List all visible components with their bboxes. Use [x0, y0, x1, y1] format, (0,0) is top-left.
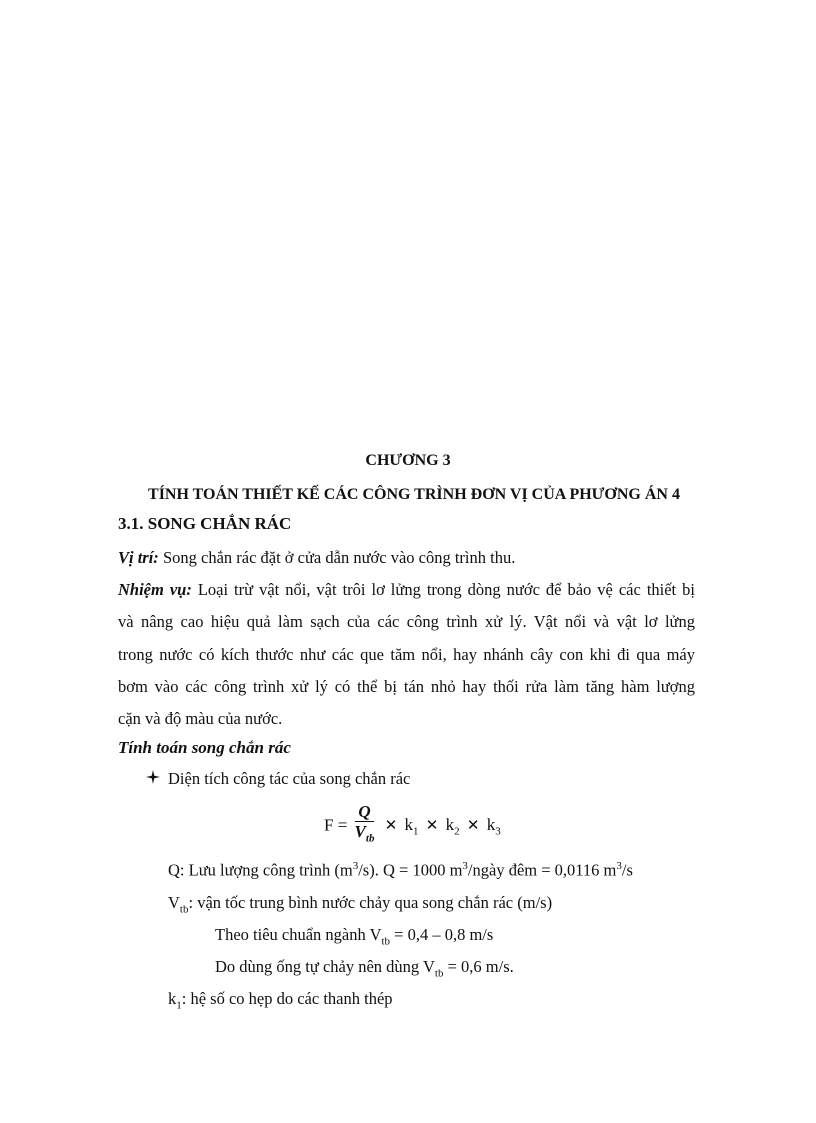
v-subscript: tb: [179, 903, 189, 916]
formula-denominator: [355, 822, 375, 848]
times-icon-2: ✕: [425, 815, 439, 834]
q-sup-1: 3: [352, 860, 359, 872]
q-sup-3: 3: [616, 860, 622, 872]
flow-definition: [168, 860, 633, 881]
velocity-definition: [168, 893, 552, 915]
task-line-2: và nâng cao hiệu quả làm sạch của các công trình xử lý. Vật nổi và vật lơ lửng: [118, 612, 695, 631]
k2-symbol: k: [445, 814, 455, 834]
task-line-1: [118, 580, 695, 600]
q-text-c: /s). Q = 1000 m: [358, 860, 463, 880]
use-text-a: Do dùng ống tự chảy nên dùng V: [215, 957, 435, 976]
q-text-g: /s: [621, 860, 633, 880]
calc-subheading: Tính toán song chắn rác: [118, 738, 291, 757]
standard-velocity-line: [215, 925, 493, 947]
formula-fraction: [355, 803, 375, 848]
task-text-1: Loại trừ vật nổi, vật trôi lơ lửng trong dòng nước để bảo vệ các thiết bị: [191, 580, 695, 599]
times-icon-1: ✕: [384, 815, 398, 834]
use-text-b: = 0,6 m/s.: [443, 957, 514, 976]
use-subscript: tb: [434, 967, 444, 980]
chapter-title: TÍNH TOÁN THIẾT KẾ CÁC CÔNG TRÌNH ĐƠN VỊ CỦA PHƯƠNG ÁN 4: [148, 486, 680, 503]
task-line-4: bơm vào các công trình xử lý có thể bị tán nhỏ hay thối rửa làm tăng hàm lượng: [118, 677, 695, 696]
k1-def-text: : hệ số co hẹp do các thanh thép: [181, 989, 393, 1008]
den-symbol: V: [354, 822, 366, 841]
task-line-3: trong nước có kích thước như các que tăm nổi, hay nhánh cây con khi đi qua máy: [118, 645, 695, 664]
k1-subscript: 1: [413, 824, 419, 837]
formula-numerator: Q: [355, 803, 375, 822]
chosen-velocity-line: [215, 957, 514, 979]
formula-lhs: F =: [324, 815, 348, 835]
v-text: : vận tốc trung bình nước chảy qua song chắn rác (m/s): [188, 893, 553, 912]
den-subscript: tb: [365, 832, 375, 845]
k1-definition: [168, 989, 393, 1011]
k2-subscript: 2: [454, 824, 460, 837]
std-text-b: = 0,4 – 0,8 m/s: [390, 925, 494, 944]
k3-subscript: 3: [495, 824, 501, 837]
bullet-text: Diện tích công tác của song chắn rác: [168, 769, 411, 788]
k3-symbol: k: [486, 814, 496, 834]
std-text-a: Theo tiêu chuẩn ngành V: [215, 925, 382, 944]
location-paragraph: [118, 548, 515, 568]
task-line-5: cặn và độ màu của nước.: [118, 709, 283, 728]
k1-def-symbol: k: [168, 989, 177, 1008]
task-label: Nhiệm vụ:: [118, 580, 192, 599]
chapter-heading: CHƯƠNG 3: [365, 452, 451, 469]
v-symbol: V: [168, 893, 180, 912]
location-text: Song chắn rác đặt ở cửa dẫn nước vào công trình thu.: [158, 548, 516, 567]
section-heading: 3.1. SONG CHẮN RÁC: [118, 514, 292, 533]
bullet-item: [146, 769, 410, 789]
q-sup-2: 3: [462, 860, 468, 872]
area-formula: [324, 803, 501, 847]
location-label: Vị trí:: [118, 548, 159, 567]
k1-def-subscript: 1: [176, 999, 182, 1012]
k1-symbol: k: [404, 814, 414, 834]
diamond-bullet-icon: [146, 770, 162, 789]
std-subscript: tb: [381, 935, 391, 948]
q-text-e: /ngày đêm = 0,0116 m: [467, 860, 617, 880]
q-text-a: Q: Lưu lượng công trình (m: [168, 860, 353, 880]
times-icon-3: ✕: [466, 815, 480, 834]
